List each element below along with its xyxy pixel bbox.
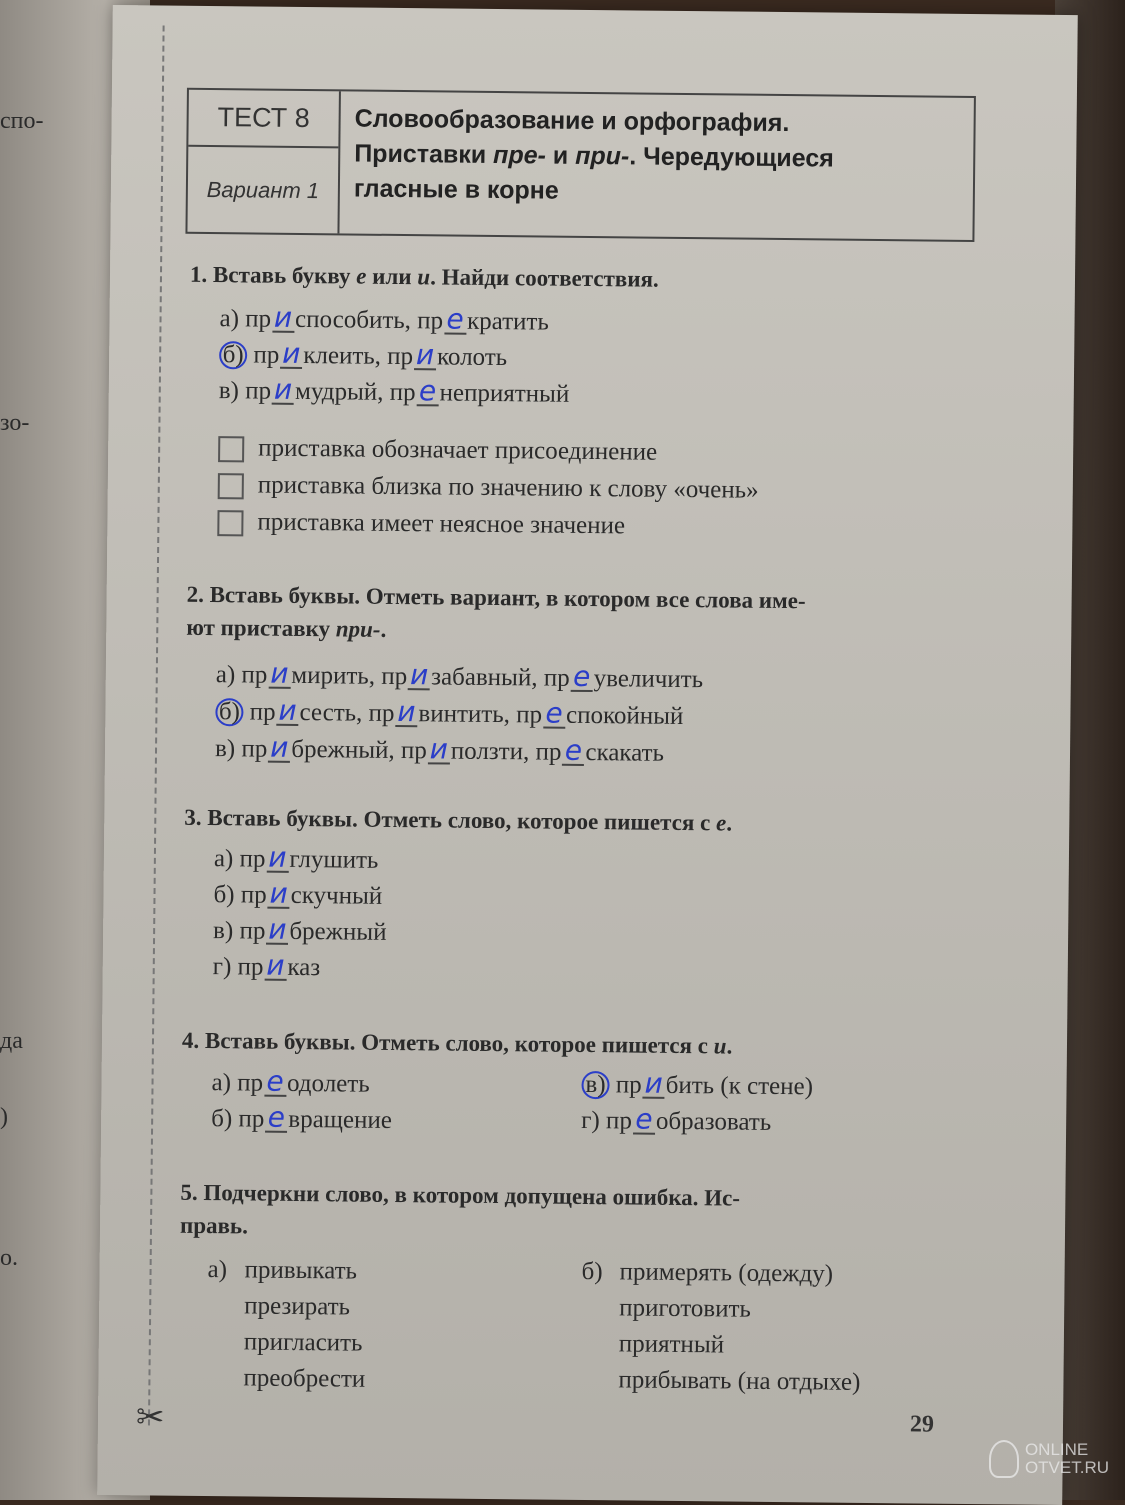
- left-page-fragment: да: [0, 1028, 23, 1054]
- q5-word[interactable]: презирать: [244, 1292, 351, 1321]
- header-left: [187, 90, 340, 234]
- watermark-line: ONLINE: [1024, 1440, 1089, 1459]
- q1-match-row[interactable]: приставка близка по значению к слову «очень»: [218, 471, 759, 505]
- question-2-text: 2. Вставь буквы. Отметь вариант, в котором все слова име- ют приставку при-.: [186, 581, 806, 642]
- handwritten-letter: е: [444, 306, 466, 334]
- checkbox[interactable]: [217, 510, 243, 536]
- handwritten-letter: и: [270, 730, 289, 764]
- q3-option: б) при скучный: [213, 876, 383, 910]
- lightbulb-icon: [989, 1440, 1019, 1478]
- title-line: гласные в корне: [353, 174, 559, 205]
- answer-circle: в): [581, 1071, 609, 1099]
- watermark: [989, 1440, 1109, 1478]
- scissors-icon: ✂: [135, 1397, 165, 1438]
- left-page-fragment: зо-: [0, 410, 30, 436]
- workbook-page: [97, 5, 1078, 1505]
- q3-option: в) при брежный: [212, 912, 387, 946]
- q4-option-d: г) пр е образовать: [581, 1102, 772, 1136]
- test-header: [185, 88, 975, 242]
- q5-word[interactable]: привыкать: [244, 1256, 358, 1285]
- q5-column-b-label: б): [581, 1257, 603, 1286]
- page-number: 29: [909, 1411, 935, 1438]
- question-3-text: 3. Вставь буквы. Отметь слово, которое пишется с е.: [184, 804, 733, 836]
- q2-option-c: в) при брежный, при ползти, пр е скакать: [214, 730, 665, 767]
- q1-match-row[interactable]: приставка обозначает присоединение: [218, 434, 657, 467]
- q5-column-a: [243, 1252, 366, 1397]
- q4-option-b: б) пр е вращение: [211, 1100, 393, 1134]
- handwritten-letter: и: [415, 338, 435, 372]
- q5-word[interactable]: приготовить: [619, 1294, 752, 1323]
- q3-option: а) при глушить: [213, 840, 379, 874]
- handwritten-letter: е: [416, 378, 438, 406]
- left-page-fragment: спо-: [0, 108, 44, 134]
- left-page-fragment: ): [0, 1104, 8, 1130]
- left-page-fragment: о.: [0, 1245, 18, 1271]
- handwritten-letter: и: [409, 658, 429, 692]
- q5-column-b: [618, 1254, 861, 1401]
- handwritten-letter: и: [268, 912, 287, 946]
- q5-word[interactable]: примерять (одежду): [619, 1258, 834, 1288]
- q1-option-b: б) при клеить, при колоть: [219, 340, 507, 372]
- handwritten-letter: е: [265, 1105, 287, 1133]
- q1-option-a: а) при способить, пр е кратить: [219, 300, 549, 336]
- handwritten-letter: и: [270, 656, 289, 690]
- q4-option-a: а) пр е одолеть: [211, 1064, 370, 1098]
- test-number: ТЕСТ 8: [188, 90, 339, 149]
- handwritten-letter: и: [273, 372, 293, 406]
- handwritten-letter: и: [266, 948, 285, 982]
- handwritten-letter: и: [273, 300, 293, 334]
- handwritten-letter: е: [571, 664, 593, 692]
- q5-word[interactable]: приятный: [618, 1330, 725, 1359]
- q4-option-c: в) при бить (к стене): [581, 1070, 813, 1101]
- title-line: Словообразование и орфография.: [354, 104, 790, 138]
- answer-circle: б): [215, 698, 243, 726]
- watermark-line: OTVET.RU: [1024, 1458, 1109, 1477]
- answer-circle: б): [219, 341, 247, 369]
- handwritten-letter: и: [269, 876, 288, 910]
- handwritten-letter: е: [633, 1106, 655, 1134]
- cut-line: [148, 26, 165, 1426]
- test-title: [339, 91, 973, 240]
- handwritten-letter: и: [644, 1066, 663, 1100]
- question-1-text: 1. Вставь букву е или и. Найди соответствия.: [189, 261, 659, 292]
- title-line: Приставки пре- и при-. Чередующиеся: [354, 139, 834, 173]
- checkbox[interactable]: [218, 473, 244, 499]
- handwritten-letter: и: [268, 840, 287, 874]
- variant-label: Вариант 1: [206, 176, 320, 203]
- handwritten-letter: и: [397, 695, 416, 729]
- q5-word[interactable]: преобрести: [243, 1364, 366, 1393]
- handwritten-letter: и: [282, 336, 301, 370]
- handwritten-letter: е: [562, 738, 584, 766]
- q1-option-c: в) при мудрый, пр е неприятный: [218, 372, 570, 408]
- handwritten-letter: е: [264, 1069, 286, 1097]
- q1-match-row[interactable]: приставка имеет неясное значение: [217, 508, 625, 541]
- handwritten-letter: и: [278, 693, 297, 727]
- question-5-text: 5. Подчеркни слово, в котором допущена ошибка. Ис- правь.: [179, 1179, 741, 1239]
- q5-column-a-label: а): [207, 1256, 228, 1284]
- question-4-text: 4. Вставь буквы. Отметь слово, которое пишется с и.: [181, 1027, 733, 1059]
- q3-option: г) при каз: [212, 948, 321, 982]
- q5-word[interactable]: пригласить: [243, 1328, 363, 1357]
- handwritten-letter: и: [429, 732, 449, 766]
- q2-option-b: б) при сесть, при винтить, пр е спокойный: [215, 697, 683, 731]
- q5-word[interactable]: прибывать (на отдыхе): [618, 1366, 861, 1396]
- checkbox[interactable]: [218, 436, 244, 462]
- q2-option-a: а) при мирить, при забавный, пр е увеличить: [215, 656, 704, 694]
- handwritten-letter: е: [543, 701, 565, 729]
